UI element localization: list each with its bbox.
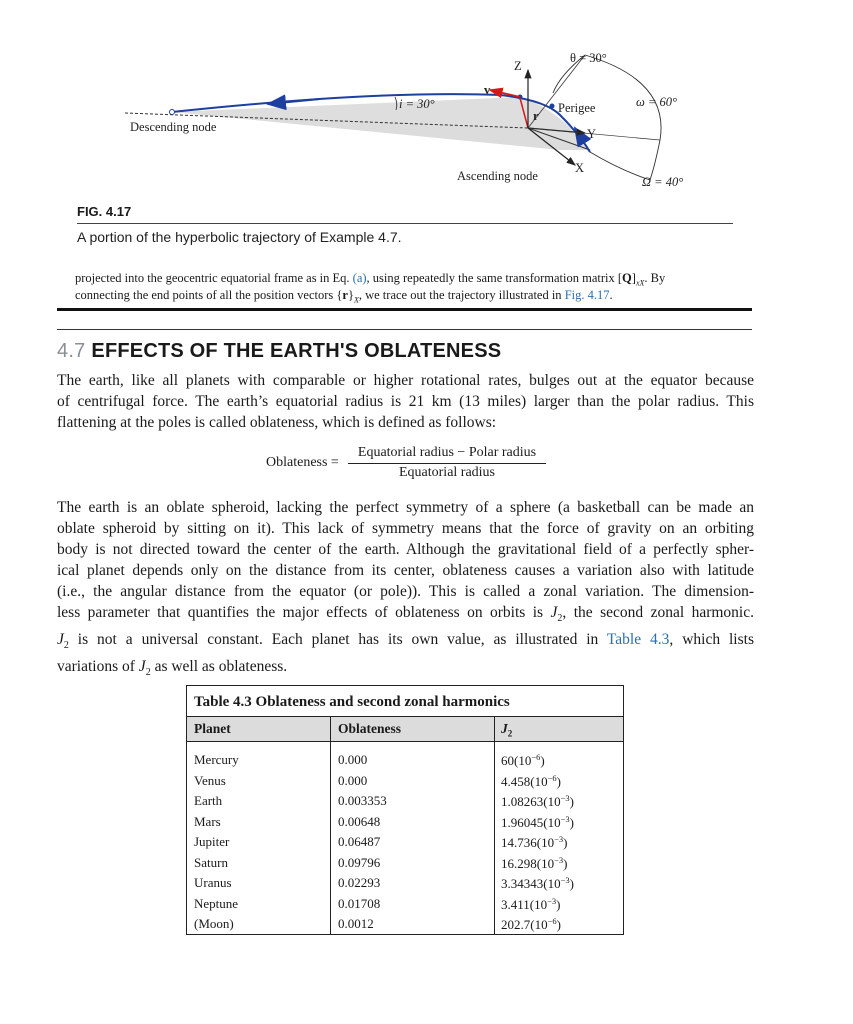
section-rule-thin	[57, 329, 752, 330]
table-cell-oblateness: 0.000	[338, 752, 368, 767]
fig-label-z: Z	[514, 59, 522, 73]
fig-label-r: r	[533, 109, 539, 123]
fig-label-big-omega: Ω = 40°	[642, 175, 684, 189]
table-title: Table 4.3 Oblateness and second zonal harmonics	[194, 694, 510, 710]
table-cell-j2: $4.458(10^{-6})$	[501, 772, 561, 789]
table-cell-oblateness: 0.003353	[338, 793, 387, 808]
paragraph-oblateness-intro	[57, 370, 754, 433]
fig-label-y: Y	[587, 127, 597, 141]
table-header-j2: $J_2$	[501, 721, 513, 739]
big-omega-arc	[590, 152, 650, 180]
table-column-rule-1	[330, 716, 331, 935]
table-cell-planet: Saturn	[194, 854, 228, 870]
table-cell-j2: $1.08263(10^{-3})$	[501, 793, 574, 809]
table-cell-planet: Venus	[194, 772, 226, 788]
fig-4-17-link[interactable]: Fig. 4.17	[564, 288, 610, 302]
trajectory-start-point	[170, 110, 175, 115]
equation-fraction	[348, 445, 546, 481]
table-cell-planet: (Moon)	[194, 916, 234, 931]
fig-label-ascending-node: Ascending node	[457, 169, 538, 183]
para2-line-6: less parameter that quantifies the major effects of oblateness on orbits is $J_2$, the second zonal harmonic.	[57, 604, 754, 625]
fig-label-i: i = 30°	[399, 97, 435, 111]
section-number: 4.7	[57, 340, 86, 362]
table-cell-oblateness: 0.0012	[338, 916, 374, 931]
table-cell-oblateness: 0.00648	[338, 813, 381, 829]
table-cell-j2: $60(10^{-6})$	[501, 752, 545, 768]
table-header-planet: Planet	[194, 721, 231, 736]
paragraph-oblate-spheroid	[57, 497, 754, 683]
figure-caption-rule	[77, 223, 733, 224]
projection-line-2: connecting the end points of all the position vectors $\{r\}_X$, we trace out the trajectory illustrated in Fig. 4.17.	[75, 288, 613, 305]
table-column-rule-2	[494, 716, 495, 935]
equation-denominator: Equatorial radius	[398, 465, 496, 480]
table-cell-oblateness: 0.000	[338, 772, 368, 788]
section-rule-thick	[57, 308, 752, 311]
table-cell-oblateness: 0.01708	[338, 895, 381, 911]
table-cell-j2: $202.7(10^{-6})$	[501, 916, 561, 932]
figure-caption: A portion of the hyperbolic trajectory of Example 4.7.	[77, 229, 402, 245]
fig-label-theta: θ = 30°	[570, 51, 607, 65]
section-title: EFFECTS OF THE EARTH'S OBLATENESS	[91, 340, 502, 362]
table-cell-oblateness: 0.09796	[338, 854, 381, 870]
table-cell-planet: Mars	[194, 813, 221, 829]
para2-line-2: oblate spheroid by sitting on it). This lack of symmetry means that the force of gravity on an orbiting	[57, 520, 754, 537]
para2-line-8: variations of $J_2$ as well as oblateness.	[57, 658, 288, 679]
para2-line-3: body is not directed toward the center of the earth. Although the gravitational field of a perfectly spher-	[57, 541, 754, 558]
table-cell-j2: $16.298(10^{-3})$	[501, 854, 568, 871]
table-header-oblateness: Oblateness	[338, 721, 402, 736]
table-cell-j2: $1.96045(10^{-3})$	[501, 813, 574, 830]
eq-a-link[interactable]: (a)	[352, 271, 367, 285]
table-cell-j2: $14.736(10^{-3})$	[501, 834, 568, 850]
equation-lhs: Oblateness =	[266, 455, 339, 470]
para2-line-4: ical planet depends only on the distance from its center, oblateness causes a variation also with latitude	[57, 562, 754, 579]
fig-label-v: v	[484, 83, 491, 97]
figure-number: FIG. 4.17	[77, 204, 132, 219]
para1-line-2: of centrifugal force. The earth’s equatorial radius is 21 km (13 miles) larger than the polar radius. This	[57, 393, 754, 410]
fig-label-descending-node: Descending node	[130, 120, 217, 134]
para2-line-7: $J_2$ is not a universal constant. Each planet has its own value, as illustrated in Table 4.3, which lists	[57, 631, 754, 652]
table-cell-j2: $3.34343(10^{-3})$	[501, 875, 574, 891]
fig-label-perigee: Perigee	[558, 101, 596, 115]
table-cell-j2: $3.411(10^{-3})$	[501, 895, 561, 912]
table-cell-planet: Neptune	[194, 895, 239, 911]
table-4-3-link[interactable]: Table 4.3	[606, 631, 670, 649]
section-heading	[57, 340, 501, 363]
hyperbolic-trajectory-figure	[0, 0, 853, 200]
table-cell-planet: Uranus	[194, 875, 232, 890]
fig-label-omega-small: ω = 60°	[636, 95, 678, 109]
para1-line-3: flattening at the poles is called oblateness, which is defined as follows:	[57, 414, 497, 431]
table-cell-planet: Mercury	[194, 752, 239, 767]
table-cell-oblateness: 0.06487	[338, 834, 381, 849]
para2-line-1: The earth is an oblate spheroid, lacking the perfect symmetry of a sphere (a basketball can be made an	[57, 499, 754, 516]
perigee-point	[550, 104, 555, 109]
para2-line-5: (i.e., the angular distance from the equator (or pole)). This is called a zonal variation. The dimension-	[57, 583, 754, 600]
table-header-row	[187, 716, 623, 742]
omega-arc	[585, 55, 661, 180]
table-cell-oblateness: 0.02293	[338, 875, 381, 890]
fig-label-x: X	[575, 161, 585, 175]
equation-numerator: Equatorial radius − Polar radius	[357, 445, 537, 460]
para1-line-1: The earth, like all planets with comparable or higher rotational rates, bulges out at the equator because	[57, 372, 754, 389]
projection-line-1: projected into the geocentric equatorial frame as in Eq. (a), using repeatedly the same transformation matrix $[Q]_{xX}$. By	[75, 271, 666, 288]
table-cell-planet: Earth	[194, 793, 223, 808]
table-cell-planet: Jupiter	[194, 834, 230, 849]
